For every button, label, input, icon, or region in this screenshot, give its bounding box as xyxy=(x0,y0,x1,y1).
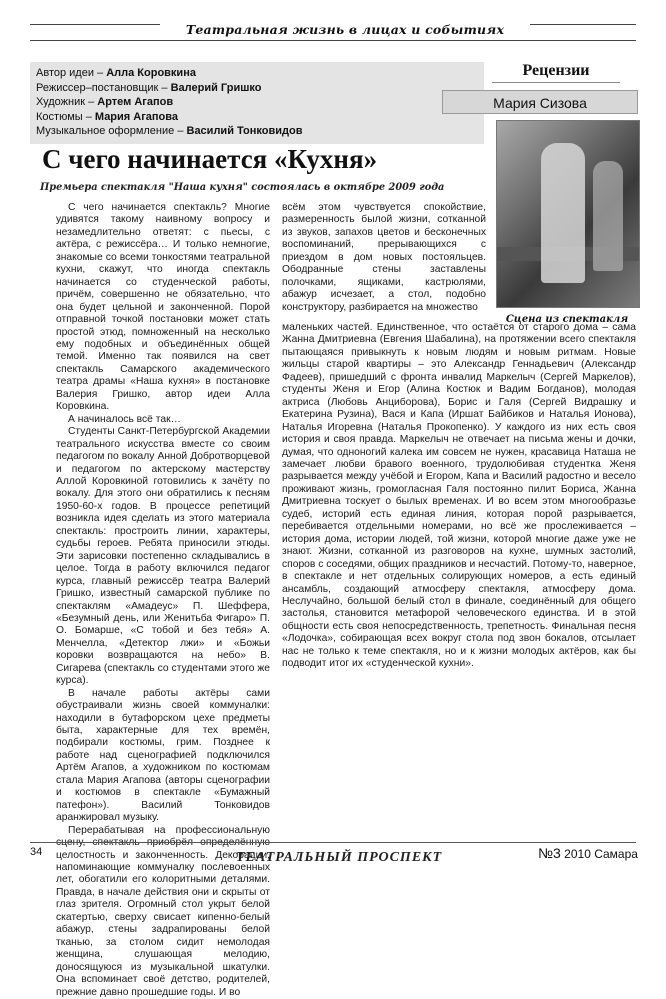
issue-info: №3 2010 Самара xyxy=(538,845,638,861)
credit-line: Костюмы – Мария Агапова xyxy=(36,110,179,123)
page-header xyxy=(30,20,636,44)
photo-actor-shape xyxy=(593,161,623,271)
footer-rule xyxy=(30,842,636,843)
photo-actress-shape xyxy=(541,143,585,283)
article-subheadline: Премьера спектакля "Наша кухня" состоялась в октябре 2009 года xyxy=(40,182,445,193)
rubric-rule xyxy=(492,82,620,83)
scene-photo xyxy=(496,120,640,308)
credit-line: Режиссер–постановщик – Валерий Гришко xyxy=(36,81,262,94)
author-name: Мария Сизова xyxy=(442,90,638,114)
article-column-right-top xyxy=(282,202,486,322)
header-title: Театральная жизнь в лицах и событиях xyxy=(160,22,530,37)
page-number: 34 xyxy=(30,846,43,858)
credits-box xyxy=(30,62,484,144)
section-rubric: Рецензии xyxy=(522,62,590,79)
credit-line: Художник – Артем Агапов xyxy=(36,96,174,109)
paragraph: маленьких частей. Единственное, что остаётся от старого дома – сама Жанна Дмитриевна (Евгения Шабалина), на протяжении всего спектакля пытающаяся привыкнуть к новым людям и новым ритмам. Новые жильцы старой квартиры – это Александр Геннадьевич (Александр Фадеев), пришедший с фронта инвалид Маркелыч (Сергей Маркелов), студенты Женя и Егор (Алина Костюк и Вадим Богданов), молодая актриса (Любовь Анциборова), Борис и Галя (Сергей Видрашку и Екатерина Рузина), Вася и Капа (Иршат Байбиков и Наталья Ионова), Наталья Игоревна (Наталья Прокопенко). У каждого из них есть своя история и своя правда. Маркелыч не отвечает на письма жены и дочки, думая, что одноногий калека им совсем не нужен, красавица Наташа не замечает любви бравого военного, трудолюбивая студентка Женя разрывается между учёбой и Егором, Капа и Василий радостно и весело проживают жизнь, громогласная Галя постоянно пилит Бориса, Жанна Дмитриевна тоскует о былых временах. И во всем этом многообразье судеб, историй есть единая линия, которая порой разрывается, перебивается отдельными номерами, но всё же прослеживается – история дома, истории людей, той жизни, которой многие даже уже не знают. Жизни, сотканной из разговоров на кухне, шумных застолий, споров с соседями, общих праздников и несчастий. Потому-то, наверное, в спектакле и нет отдельных солирующих номеров, а есть единый ансамбль, создающий атмосферу спектакля, атмосферу дома. Неслучайно, большой белый стол в финале, соединённый для общего застолья, становится метафорой человеческого единства. И в этой общности есть своя непосредственность, трепетность. Финальная песня «Лодочка», собирающая всех вокруг стола под звон бокалов, отсылает нас не только к теме спектакля, но и к жизни молодых актёров, как бы подводит итог их «студенческой кухни». xyxy=(282,322,636,670)
article-column-left xyxy=(56,202,270,998)
header-rule-bottom xyxy=(30,40,636,41)
paragraph: В начале работы актёры сами обустраивали жизнь своей коммуналки: находили в бутафорском цехе предметы быта, характерные для тех времён, подбирали костюмы, грим. Позднее к работе над сценографией подключился Артём Агапов, а художником по костюмам стала Мария Агапова (авторы сценографии и костюмов в спектакле «Бумажный патефон»). Василий Тонковидов аранжировал музыку. xyxy=(56,687,270,824)
journal-name: ТЕАТРАЛЬНЫЙ ПРОСПЕКТ xyxy=(236,850,443,865)
photo-caption: Сцена из спектакля xyxy=(505,314,629,325)
paragraph: С чего начинается спектакль? Многие удивятся такому наивному вопросу и незамедлительно ответят: с пьесы, с актёра, с режиссёра… И только немногие, знакомые со всеми тонкостями театральной кухни, скажут, что иногда спектакль начинается со студенческой работы, причём, совершенно не обязательно, что она будет цельной и законченной. Порой отправной точкой постановки может стать простой этюд, помноженный на несколько ему подобных и объединённых общей темой. Именно так появился на свет спектакль Самарского академического театра драмы «Наша кухня» в постановке Валерия Гришко, автор идеи Алла Коровкина. xyxy=(56,202,270,413)
paragraph: Студенты Санкт-Петербургской Академии театрального искусства вместе со своим педагогом по вокалу Анной Добротворцевой и педагогом по актерскому мастерству Аллой Коровкиной готовились к зачёту по вокалу. Для этого они обратились к песням 1950-60-х годов. В процессе репетиций возникла идея сделать из этого материала спектакль: прострoить линии, характеры, судьбы героев. Ребята приносили этюды. Эти зарисовки постепенно складывались в целое. Тогда в работу включился педагог курса, главный режиссёр театра Валерий Гришко, известный самарской публике по спектаклям «Амадеус» П. Шеффера, «Безумный день, или Женитьба Фигаро» П. О. Бомарше, «С тобой и без тебя» А. Менчелла, «Детектор лжи» и «Божьи коровки возвращаются на небо» В. Сигарева (спектакль со студентами этого же курса). xyxy=(56,426,270,687)
article-column-right-wide xyxy=(282,322,636,824)
article-headline: С чего начинается «Кухня» xyxy=(42,144,378,174)
credit-line: Музыкальное оформление – Василий Тонковидов xyxy=(36,125,303,138)
paragraph: всём этом чувствуется спокойствие, размеренность былой жизни, сотканной из звуков, запахов цветов и бесконечных воспоминаний, прерывающихся с приездом в дом новых постояльцев. Ободранные стены заставлены полочками, ящиками, кастрюлями, абажур исчезает, а стол, подобно конструктору, разбирается на множество xyxy=(282,202,486,313)
paragraph: Перерабатывая на профессиональную сцену, спектакль приобрёл определённую целостность и законченность. Декорации, напоминающие коммуналку послевоенных лет, обогатили его колоритными деталями. Правда, в начале действия они и скрыты от глаз зрителя. Огромный стол укрыт белой скатертью, сверху свисает кипенно-белый абажур, стены задрапированы белой тканью, за столом сидит немолодая женщина, слушающая мелодию, доносящуюся из музыкальной шкатулки. Она вспоминает своё детство, родителей, прежние давно прошедшие годы. И во xyxy=(56,824,270,998)
paragraph: А начиналось всё так… xyxy=(68,413,181,425)
credit-line: Автор идеи – Алла Коровкина xyxy=(36,67,196,79)
